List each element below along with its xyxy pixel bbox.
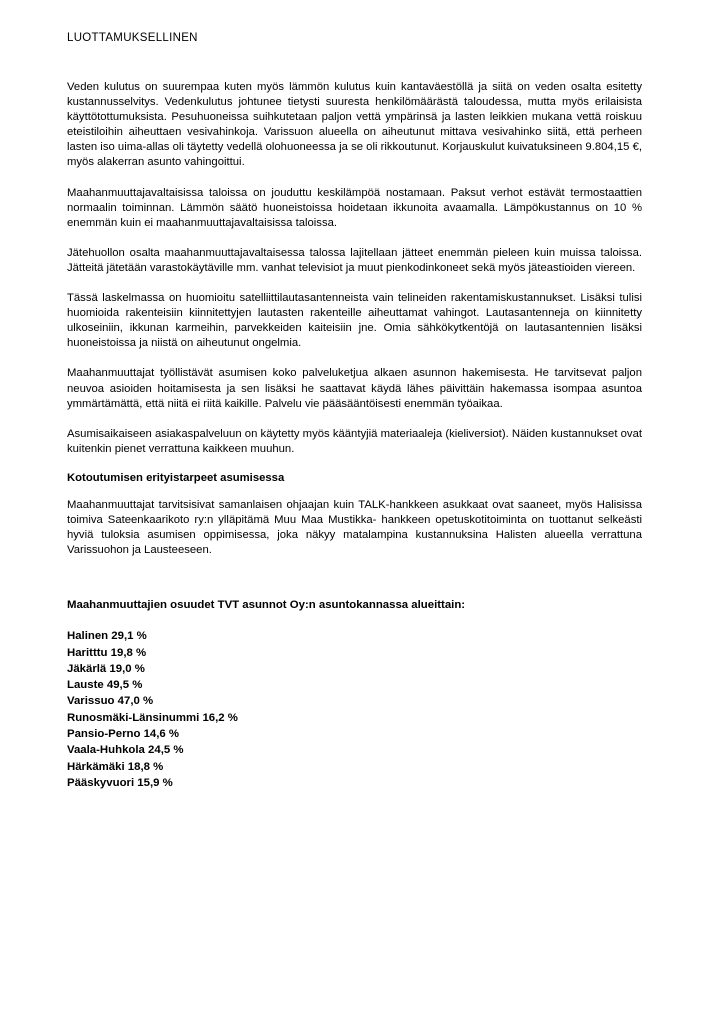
confidentiality-header: LUOTTAMUKSELLINEN — [67, 32, 198, 44]
section-subheading: Kotoutumisen erityistarpeet asumisessa — [67, 471, 285, 484]
statistics-list — [67, 628, 657, 791]
body-paragraph: Asumisaikaiseen asiakaspalveluun on käytetty myös kääntyjiä materiaaleja (kieliversiot). Näiden kustannukset ovat kuitenkin pienet verrattuna kaikkeen muuhun. — [67, 427, 642, 455]
body-paragraph: Veden kulutus on suurempaa kuten myös lämmön kulutus kuin kantaväestöllä ja siitä on veden osalta esitetty kustannusselvitys. Vedenkulutus johtunee tietysti suuresta henkilömäärästä taloudessa, mutta myös erilaisista käyttötottumuksista. Pesuhuoneissa suihkutetaan paljon vettä ympärinsä ja lasten leikkien mukana vettä roiskuu eteistiloihin aiheuttaen vesivahinkoja. Varissuon alueella on aiheutunut mittava vesivahinko siitä, että perheen lasten iso uima-allas oli täytetty vedellä olohuoneessa ja se oli rikkoutunut. Korjauskulut kuivatuksineen 9.804,15 €, myös alakerran asunto vahingoittui. — [67, 81, 642, 169]
list-item: Haritttu 19,8 % — [67, 646, 147, 659]
list-item: Runosmäki-Länsinummi 16,2 % — [67, 711, 238, 724]
body-paragraph: Jätehuollon osalta maahanmuuttajavaltaisessa talossa lajitellaan jätteet enemmän pieleen kuin muissa taloissa. Jätteitä jätetään varastokäytäville mm. vanhat televisiot ja muut pienkodinkoneet sekä myös jäteastioiden viereen. — [67, 246, 642, 274]
list-item: Pääskyvuori 15,9 % — [67, 776, 173, 789]
list-item: Lauste 49,5 % — [67, 679, 143, 692]
body-paragraph: Maahanmuuttajat tarvitsisivat samanlaisen ohjaajan kuin TALK-hankkeen asukkaat ovat saaneet, myös Halisissa toimiva Sateenkaarikoto ry:n ylläpitämä Muu Maa Mustikka- hankkeen opetuskotitoiminta on tuottanut selkeästi hyviä tuloksia asumisen oppimisessa, joka näkyy matalampina kustannuksina Halisten alueella verrattuna Varissuohon ja Lausteeseen. — [67, 498, 642, 557]
list-item: Jäkärlä 19,0 % — [67, 662, 145, 675]
section-spacer — [67, 573, 657, 599]
list-item: Halinen 29,1 % — [67, 630, 147, 643]
statistics-title: Maahanmuuttajien osuudet TVT asunnot Oy:n asuntokannassa alueittain: — [67, 599, 466, 612]
list-item: Varissuo 47,0 % — [67, 695, 154, 708]
document-content — [67, 32, 657, 791]
body-paragraph: Tässä laskelmassa on huomioitu satelliittilautasantenneista vain telineiden rakentamiskustannukset. Lisäksi tulisi huomioida rakenteisiin kiinnitettyjen lautasten rakenteille aiheuttamat vahingot. Lautasantenneja on kiinnitetty ulkoseiniin, ikkunan karmeihin, parvekkeiden kaiteisiin jne. Omia sähkökytkentöjä on lautasantennien lisäksi huoneistoissa ja niistä on aiheutunut ongelmia. — [67, 292, 642, 350]
body-paragraph: Maahanmuuttajat työllistävät asumisen koko palveluketjua alkaen asunnon hakemisesta. He tarvitsevat paljon neuvoa asioiden hoitamisesta ja sen lisäksi he saattavat käydä lähes päivittäin hakemassa isompaa asuntoa ymmärtämättä, että niitä ei riitä kaikille. Palvelu vie pääsääntöisesti enemmän työaikaa. — [67, 367, 642, 410]
list-item: Pansio-Perno 14,6 % — [67, 728, 180, 741]
list-item: Härkämäki 18,8 % — [67, 760, 164, 773]
list-item: Vaala-Huhkola 24,5 % — [67, 744, 184, 757]
body-paragraph: Maahanmuuttajavaltaisissa taloissa on jouduttu keskilämpöä nostamaan. Paksut verhot estävät termostaattien normaalin toiminnan. Lämmön säätö huoneistoissa hoidetaan ikkunoita avaamalla. Lämpökustannus on 10 % enemmän kuin ei maahanmuuttajavaltaisissa taloissa. — [67, 186, 642, 229]
